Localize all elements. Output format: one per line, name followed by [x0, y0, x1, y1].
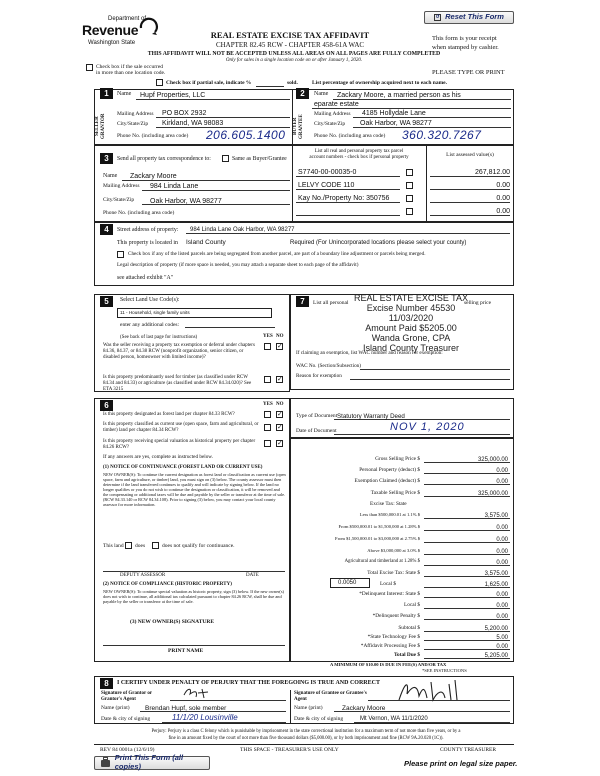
calc-label: *Delinquent Interest: State $: [359, 591, 420, 597]
stamp-line: Wanda Grone, CPA: [371, 333, 451, 343]
sec3-city-label: City/State/Zip: [103, 197, 135, 203]
stamp-line: Excise Number 45530: [366, 303, 456, 313]
stamp-line: Amount Paid $5205.00: [365, 323, 457, 333]
assessed-value[interactable]: 0.00: [496, 208, 510, 215]
calc-value[interactable]: 0.00: [496, 614, 508, 620]
see-back-label: (See back of last page for instructions): [120, 335, 198, 340]
sec6-no-label: NO: [276, 402, 284, 407]
reset-form-button[interactable]: [424, 11, 514, 24]
land-does-checkbox[interactable]: [125, 542, 132, 549]
calc-label: Total Excise Tax: State $: [367, 570, 420, 576]
calc-value[interactable]: 0.00: [496, 479, 508, 485]
partial-sale-label: Check box if partial sale, indicate %: [166, 80, 252, 86]
wac-claim-label: If claiming an exemption, list WAC number and reason for exemption:: [296, 350, 443, 356]
calc-label: Above $3,000,000 at 3.0% $: [367, 548, 420, 553]
notice-continuance-title: (1) NOTICE OF CONTINUANCE (FOREST LAND OR CURRENT USE): [103, 465, 263, 470]
sec3-mailing-label: Mailing Address: [103, 183, 140, 189]
receipt-note-2: when stamped by cashier.: [432, 44, 499, 51]
seller-name-label: Name: [117, 91, 132, 97]
seller-phone[interactable]: 206.605.1400: [206, 128, 286, 142]
section-5-number: 5: [100, 296, 113, 307]
exemption-reason-label: Reason for exemption: [296, 373, 342, 379]
same-as-buyer-checkbox[interactable]: [222, 155, 229, 162]
treasurer-stamp: [346, 293, 476, 353]
agency-state: Washington State: [88, 40, 136, 46]
assessor-date-label: DATE: [246, 573, 259, 578]
grantee-signature-label: Signature of Grantee or Grantee's Agent: [294, 691, 367, 702]
sec5-q1-no-checkbox[interactable]: [276, 343, 283, 350]
local-value[interactable]: 1,625.00: [484, 582, 508, 588]
buyer-phone[interactable]: 360.320.7267: [402, 128, 482, 142]
section-8-number: 8: [100, 678, 113, 689]
print-name-label: PRINT NAME: [168, 648, 204, 654]
calc-label: Agricultural and timberland at 1.28% $: [344, 559, 420, 564]
land-does-not-checkbox[interactable]: [152, 542, 159, 549]
does-not-label: does not qualify for continuance.: [162, 543, 235, 549]
selling-price-label: selling price: [464, 300, 492, 306]
sec6-question-3: Is this property receiving special valuation as historical property per chapter 84.26 RCW?: [103, 439, 256, 450]
calc-value[interactable]: 0.00: [496, 592, 508, 598]
sec3-city[interactable]: Oak Harbor, WA 98277: [150, 198, 222, 205]
check-icon: ✓: [277, 423, 283, 431]
assessed-value[interactable]: 267,812.00: [474, 169, 510, 176]
sec5-question-1: Was the seller receiving a property tax exemption or deferral under chapters 84.36, 84.37, or 84.38 RCW (nonprofit organization, senior citizen, or disabled person, homeowner with limited income)?: [103, 343, 255, 360]
buyer-name-line1[interactable]: Zackary Moore, a married person as his: [337, 92, 461, 99]
buyer-side-label: BUYER GRANTEE: [292, 108, 304, 145]
grantor-name[interactable]: Brendan Hupf, sole member: [145, 705, 227, 712]
sec6-q1-no-checkbox[interactable]: [276, 411, 283, 418]
dor-swoosh-icon: [138, 16, 160, 38]
buyer-name-line2[interactable]: eparate estate: [314, 101, 359, 108]
parcel-id[interactable]: S7740-00-00035-0: [298, 169, 357, 176]
assessed-value[interactable]: 0.00: [496, 182, 510, 189]
section-7-number: 7: [296, 296, 309, 307]
agency-name: Revenue: [82, 22, 139, 38]
sec5-q2-yes-checkbox[interactable]: [264, 376, 271, 383]
deputy-assessor-label: DEPUTY ASSESSOR: [120, 573, 166, 578]
not-accepted-warning: THIS AFFIDAVIT WILL NOT BE ACCEPTED UNLESS ALL AREAS ON ALL PAGES ARE FULLY COMPLETED: [147, 51, 441, 57]
list-personal-label: List all personal: [313, 300, 349, 306]
same-as-buyer-label: Same as Buyer/Grantee: [232, 156, 287, 162]
reset-button-label: Reset This Form: [445, 12, 504, 22]
assessed-value[interactable]: 0.00: [496, 195, 510, 202]
print-form-button[interactable]: [94, 753, 210, 771]
sec6-question-2: Is this property classified as current use (open space, farm and agricultural, or timber) land per chapter 84.34 RCW?: [103, 422, 259, 433]
sec6-yes-label: YES: [263, 402, 273, 407]
sec6-question-1: Is this property designated as forest land per chapter 84.33 RCW?: [103, 412, 235, 417]
calc-value[interactable]: 0.00: [496, 603, 508, 609]
check-icon: ✓: [277, 375, 283, 383]
form-chapter: CHAPTER 82.45 RCW - CHAPTER 458-61A WAC: [215, 41, 365, 49]
seller-side-label: SELLER GRANTOR: [94, 108, 106, 145]
stamp-line: Island County Treasurer: [362, 343, 460, 353]
sec3-name-label: Name: [103, 173, 118, 179]
grantee-name-label: Name (print): [294, 705, 323, 711]
buyer-city-label: City/State/Zip: [314, 121, 346, 127]
calc-label: Less than $500,000.01 at 1.1% $: [359, 512, 420, 517]
county-treasurer-label: COUNTY TREASURER: [440, 747, 497, 753]
calc-value[interactable]: 0.00: [496, 468, 508, 474]
seller-mailing-label: Mailing Address: [117, 111, 154, 117]
effective-note: Only for sales in a single location code on or after January 1, 2020.: [225, 58, 363, 63]
calc-label: *Affidavit Processing Fee $: [360, 643, 420, 649]
grantee-date-city[interactable]: Mt Vernon, WA 11/1/2020: [360, 716, 428, 722]
sold-label: sold.: [287, 80, 298, 86]
segregated-label: Check box if any of the listed parcels are being segregated from another parcel, are part of a boundary line adjustment or parcels being merged.: [128, 251, 426, 257]
grantor-date-city-label: Date & city of signing: [101, 716, 151, 722]
calc-value[interactable]: 5,205.00: [484, 653, 508, 659]
parcel-header-2: account numbers - check box if personal property: [309, 155, 409, 160]
grantee-date-city-label: Date & city of signing: [294, 716, 344, 722]
sec5-no-label: NO: [276, 334, 284, 339]
section-2-number: 2: [296, 88, 309, 99]
seller-mailing[interactable]: PO BOX 2932: [162, 110, 207, 117]
calc-value[interactable]: 3,575.00: [484, 571, 508, 577]
calc-label: Personal Property (deduct) $: [359, 467, 420, 473]
does-label: does: [135, 543, 146, 549]
street-address-label: Street address of property:: [117, 227, 179, 233]
section-1-number: 1: [100, 88, 113, 99]
personal-property-checkbox[interactable]: [406, 169, 413, 176]
sec6-q3-no-checkbox[interactable]: [276, 440, 283, 447]
street-address[interactable]: 984 Linda Lane Oak Harbor, WA 98277: [190, 227, 295, 233]
sec5-q2-no-checkbox[interactable]: [276, 376, 283, 383]
any-yes-instruction: If any answers are yes, complete as instructed below.: [103, 454, 214, 460]
section-4-number: 4: [100, 224, 113, 235]
sec3-name[interactable]: Zackary Moore: [130, 173, 177, 180]
personal-property-checkbox[interactable]: [406, 195, 413, 202]
calc-label: From $1,500,000.01 to $3,000,000 at 2.75% $: [335, 536, 420, 541]
land-use-value: 11 - Household, single family units: [120, 310, 190, 315]
seller-phone-label: Phone No. (including area code): [117, 133, 189, 139]
sec6-q1-yes-checkbox[interactable]: [264, 411, 271, 418]
multi-location-label-1: Check box if the sale occurred: [96, 64, 164, 70]
this-land-label: This land: [103, 543, 124, 549]
document-date-label: Date of Document: [296, 428, 337, 434]
grantor-date-city[interactable]: 11/1/20 Lousinville: [172, 713, 238, 722]
additional-codes-label: enter any additional codes:: [120, 322, 180, 328]
calc-value[interactable]: 0.00: [496, 525, 508, 531]
calc-value[interactable]: 0.00: [496, 560, 508, 566]
legal-description-label: Legal description of property (if more space is needed, you may attach a separate sheet to each page of the affidavit): [117, 262, 359, 268]
sec5-q1-yes-checkbox[interactable]: [264, 343, 271, 350]
local-rate: 0.0050: [338, 580, 357, 586]
reset-icon: ↺: [435, 14, 440, 20]
seller-city[interactable]: Kirkland, WA 98083: [162, 120, 224, 127]
send-correspondence-label: Send all property tax correspondence to:: [117, 156, 211, 162]
calc-value[interactable]: 5,200.00: [484, 626, 508, 632]
calc-value[interactable]: 5.00: [496, 635, 508, 641]
seller-city-label: City/State/Zip: [117, 121, 149, 127]
county-label: This property is located in: [117, 240, 178, 246]
calc-value[interactable]: 3,575.00: [484, 513, 508, 519]
parcel-id[interactable]: LELVY CODE 110: [298, 182, 355, 189]
calc-label: *State Technology Fee $: [367, 634, 420, 640]
sec3-phone-label: Phone No. (including area code): [103, 210, 175, 216]
sec5-yes-label: YES: [263, 334, 273, 339]
perjury-line-2: fine in an amount fixed by the court of not more than five thousand dollars ($5,000.00), or by both imprisonment and fine (RCW 9A.20.020 (1C)).: [168, 736, 444, 741]
sec6-q3-yes-checkbox[interactable]: [264, 440, 271, 447]
calc-value[interactable]: 325,000.00: [477, 491, 508, 497]
calc-label: Gross Selling Price $: [375, 456, 420, 462]
minimum-due-note: A MINIMUM OF $10.00 IS DUE IN FEE(S) AND/OR TAX: [330, 662, 447, 667]
buyer-mailing[interactable]: 4185 Hollydale Lane: [362, 110, 426, 117]
calc-label: Total Due $: [394, 652, 420, 658]
local-label: Local $: [380, 581, 397, 587]
form-title: REAL ESTATE EXCISE TAX AFFIDAVIT: [210, 30, 370, 40]
grantee-signature[interactable]: [395, 678, 465, 704]
county-select[interactable]: Island County: [186, 239, 226, 246]
grantee-name[interactable]: Zackary Moore: [342, 705, 386, 712]
section-3-number: 3: [100, 153, 113, 164]
personal-property-checkbox[interactable]: [406, 182, 413, 189]
print-button-label: Print This Form (all copies): [114, 753, 184, 771]
revision-label: REV 84 0001a (12/6/19): [100, 747, 155, 753]
notice-compliance-body: NEW OWNER(S): To continue special valuation as historic property, sign (3) below. If the new owner(s) does not wish to continue, all additional tax calculated pursuant to chapter 84.26 RCW, shall be due and payable by the seller or transferor at the time of sale.: [103, 589, 284, 605]
check-icon: ✓: [277, 342, 283, 350]
stamp-line: 11/03/2020: [388, 313, 434, 323]
calc-label: Excise Tax: State: [370, 501, 407, 507]
legal-description[interactable]: see attached exhibit "A": [117, 275, 174, 281]
agency-line1: Department of: [108, 16, 147, 22]
certify-statement: I CERTIFY UNDER PENALTY OF PERJURY THAT THE FOREGOING IS TRUE AND CORRECT: [117, 680, 380, 686]
land-use-label: Select Land Use Code(s):: [120, 297, 180, 303]
notice-continuance-body: NEW OWNER(S): To continue the current designation as forest land or classification as current use (open space, farm and agriculture, or timber) land, you must sign on (3) below. The county assessor must then determine if the land transferred continues to qualify and will indicate by signing below. If the land no longer qualifies or you do not wish to continue the designation or classification, it will be removed and the compensating or additional taxes will be due and payable by the seller or transferor at the time of sale. (RCW 84.33.140 or RCW 84.34.108). Prior to signing (3) below, you may contact your local county assessor for more information.: [103, 472, 286, 508]
calc-label: Taxable Selling Price $: [370, 490, 420, 496]
sec6-q2-no-checkbox[interactable]: [276, 424, 283, 431]
check-icon: ✓: [277, 410, 283, 418]
parcel-header-1: List all real and personal property tax parcel: [314, 149, 404, 154]
calc-value[interactable]: 0.00: [496, 549, 508, 555]
calc-label: *Delinquent Penalty $: [372, 613, 420, 619]
parcel-id[interactable]: Kay No./Property No: 350756: [298, 195, 390, 202]
document-type-label: Type of Document: [296, 413, 338, 419]
perjury-line-1: Perjury: Perjury is a class C felony which is punishable by imprisonment in the state correctional institution for a maximum term of not more than five years, or by a: [151, 729, 461, 734]
grantor-signature-label: Signature of Grantor or Grantor's Agent: [101, 691, 152, 702]
percentage-note: List percentage of ownership acquired next to each name.: [312, 80, 447, 86]
type-or-print: PLEASE TYPE OR PRINT: [432, 69, 505, 76]
seller-name[interactable]: Hupf Properties, LLC: [140, 92, 206, 99]
document-date[interactable]: NOV 1, 2020: [390, 421, 465, 433]
treasurer-only-label: THIS SPACE - TREASURER'S USE ONLY: [240, 747, 339, 753]
buyer-city[interactable]: Oak Harbor, WA 98277: [360, 120, 432, 127]
county-required-note: Required (For Unincorporated locations please select your county): [290, 240, 467, 246]
calc-label: Subtotal $: [398, 625, 420, 631]
buyer-mailing-label: Mailing Address: [314, 111, 351, 117]
calc-value[interactable]: 325,000.00: [477, 457, 508, 463]
notice-compliance-title: (2) NOTICE OF COMPLIANCE (HISTORIC PROPERTY): [103, 582, 232, 587]
sec6-q2-yes-checkbox[interactable]: [264, 424, 271, 431]
buyer-name-label: Name: [314, 91, 329, 97]
calc-value[interactable]: 0.00: [496, 644, 508, 650]
receipt-note-1: This form is your receipt: [432, 35, 497, 42]
calc-label: From $500,000.01 to $1,500,000 at 1.28% $: [338, 524, 420, 529]
check-icon: ✓: [277, 439, 283, 447]
see-instructions-note: *SEE INSTRUCTIONS: [422, 668, 467, 673]
partial-sale-percent-input[interactable]: [256, 80, 284, 87]
document-type[interactable]: Statutory Warranty Deed: [337, 413, 405, 420]
calc-value[interactable]: 0.00: [496, 537, 508, 543]
assessed-value-header: List assessed value(s): [446, 152, 494, 158]
segregated-checkbox[interactable]: [117, 251, 124, 258]
grantor-signature[interactable]: [180, 685, 220, 701]
stamp-line: REAL ESTATE EXCISE TAX: [353, 293, 469, 303]
multi-location-checkbox[interactable]: [86, 64, 93, 71]
printer-icon: [101, 760, 110, 767]
sec5-question-2: Is this property predominantly used for timber (as classified under RCW 84.34 and 84.33) or agriculture (as classified under RCW 84.34.020)? See ETA 3215: [103, 375, 252, 392]
calc-label: Local $: [403, 602, 420, 608]
multi-location-label-2: in more than one location code.: [96, 70, 166, 76]
section-6-number: 6: [100, 400, 113, 411]
personal-property-checkbox[interactable]: [406, 208, 413, 215]
dor-logo: [82, 16, 172, 52]
partial-sale-checkbox[interactable]: [156, 79, 163, 86]
buyer-phone-label: Phone No. (including area code): [314, 133, 386, 139]
grantor-name-label: Name (print): [101, 705, 130, 711]
sec3-mailing[interactable]: 984 Linda Lane: [150, 183, 199, 190]
wac-number-label: WAC No. (Section/Subsection): [296, 363, 361, 369]
calc-label: Exemption Claimed (deduct) $: [354, 478, 420, 484]
legal-paper-note: Please print on legal size paper.: [404, 759, 518, 768]
new-owner-signature-label: (3) NEW OWNER(S) SIGNATURE: [130, 619, 214, 625]
